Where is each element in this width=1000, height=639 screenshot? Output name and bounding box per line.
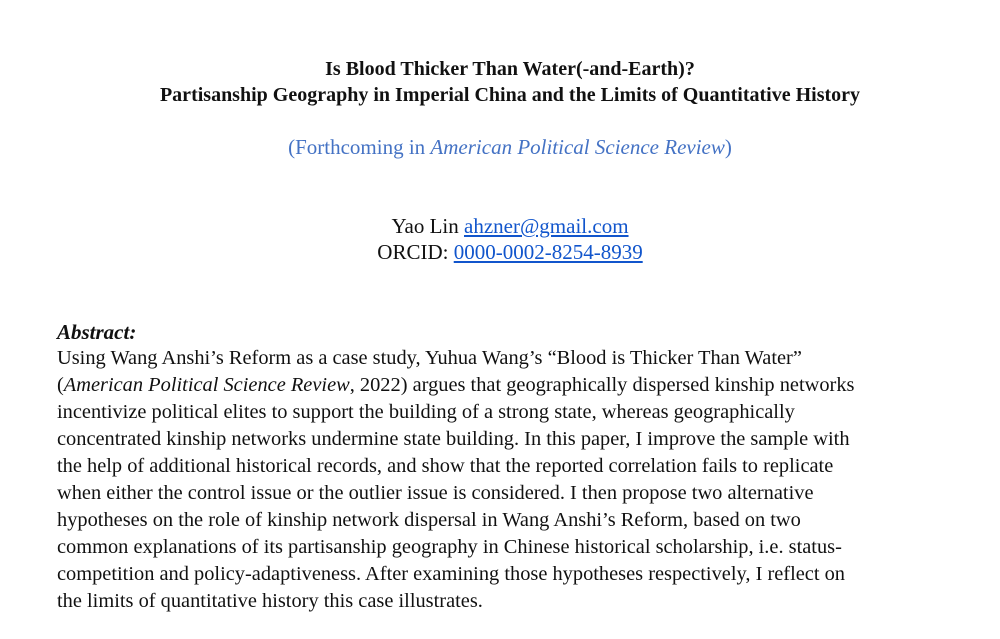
abstract-line: common explanations of its partisanship geography in Chinese historical scholarship, i.e. status- [57, 536, 842, 558]
abstract-line: competition and policy-adaptiveness. After examining those hypotheses respectively, I reflect on [57, 563, 846, 585]
paper-title-line-1: Is Blood Thicker Than Water(-and-Earth)? [325, 58, 695, 80]
forthcoming-prefix: (Forthcoming in [288, 135, 431, 159]
abstract-line: concentrated kinship networks undermine state building. In this paper, I improve the sample with [57, 428, 850, 450]
abstract-line: Using Wang Anshi’s Reform as a case study, Yuhua Wang’s “Blood is Thicker Than Water” [57, 347, 802, 369]
abstract-body [57, 345, 992, 615]
abstract-line: the help of additional historical records, and show that the reported correlation fails to replicate [57, 455, 834, 477]
abstract-citation-year: , 2022) [349, 374, 413, 396]
orcid-line [20, 238, 1000, 266]
abstract-citation-journal: American Political Science Review [63, 374, 350, 396]
orcid-link[interactable]: 0000-0002-8254-8939 [453, 240, 643, 264]
abstract-line: when either the control issue or the outlier issue is considered. I then propose two alternative [57, 482, 814, 504]
abstract-citation-open: ( [57, 374, 64, 396]
abstract-line: the limits of quantitative history this case illustrates. [57, 590, 483, 612]
author-email-link[interactable]: ahzner@gmail.com [464, 214, 629, 238]
abstract-heading: Abstract: [57, 320, 137, 344]
author-line [20, 212, 1000, 240]
forthcoming-suffix: ) [724, 135, 732, 159]
abstract-line-text: argues that geographically dispersed kinship networks [412, 374, 855, 396]
orcid-label: ORCID: [377, 240, 449, 264]
forthcoming-journal: American Political Science Review [430, 135, 725, 159]
forthcoming-note [20, 133, 1000, 161]
author-name: Yao Lin [391, 214, 459, 238]
abstract-line [57, 372, 992, 399]
abstract-line: hypotheses on the role of kinship network dispersal in Wang Anshi’s Reform, based on two [57, 509, 801, 531]
paper-title-line-2: Partisanship Geography in Imperial China and the Limits of Quantitative History [159, 84, 861, 106]
abstract-line: incentivize political elites to support the building of a strong state, whereas geographically [57, 401, 795, 423]
